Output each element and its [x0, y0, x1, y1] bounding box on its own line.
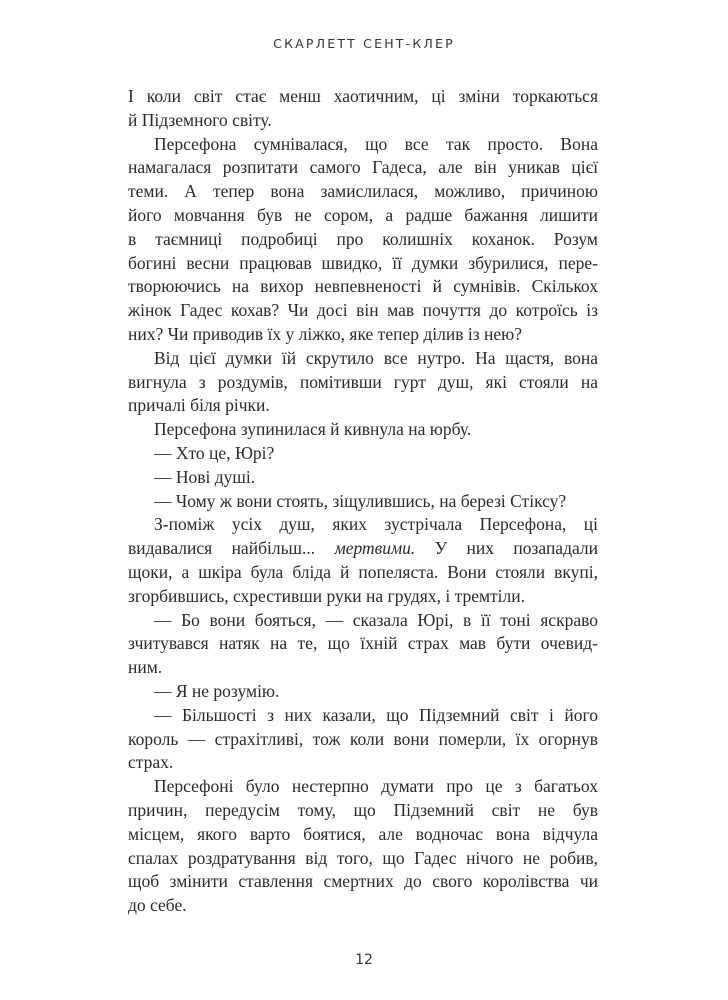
text-line: жінок Гадес кохав? Чи досі він мав почуття до котроїсь із	[128, 300, 598, 321]
text-line: король — страхітливі, тож коли вони померли, їх огорнув	[128, 728, 598, 749]
text-line: щоб змінити ставлення смертних до свого королівства чи	[128, 871, 598, 892]
text-line: щоки, а шкіра була бліда й попеляста. Вони стояли вкупі,	[128, 561, 598, 582]
text-line: в таємниці подробиці про колишніх коханок. Розум	[128, 228, 598, 249]
italic-text: мертвими.	[334, 538, 416, 559]
text-line: й Підземного світу.	[128, 109, 272, 130]
text-line: богині весни працював швидко, її думки збурилися, пере-	[128, 252, 598, 273]
text-line: місцем, якого варто боятися, але водночас вона відчула	[128, 823, 598, 844]
text-line: страх.	[128, 752, 174, 773]
text-line: спалах роздратування від того, що Гадес нічого не робив,	[128, 847, 598, 868]
text-line: Персефоні було нестерпно думати про це з багатьох	[154, 776, 598, 797]
text-line: Персефона сумнівалася, що все так просто. Вона	[154, 133, 598, 154]
text-line: причин, передусім тому, що Підземний світ не був	[128, 799, 598, 820]
text-line: до себе.	[128, 895, 187, 916]
text-line: — Нові душі.	[154, 466, 256, 487]
text-line: причалі біля річки.	[128, 395, 270, 416]
text-line: — Я не розумію.	[154, 680, 280, 701]
text-line: І коли світ стає менш хаотичним, ці зміни торкаються	[128, 86, 598, 106]
text-line: — Чому ж вони стоять, зіщулившись, на березі Стіксу?	[154, 490, 567, 511]
running-header: СКАРЛЕТТ СЕНТ-КЛЕР	[273, 36, 455, 51]
page-number: 12	[355, 952, 373, 968]
text-line: намагалася розпитати самого Гадеса, але він уникав цієї	[128, 157, 598, 178]
text-segment: видавалися найбільш...	[128, 538, 335, 559]
text-line: — Більшості з них казали, що Підземний світ і його	[154, 704, 598, 725]
text-line: Від цієї думки їй скрутило все нутро. На щастя, вона	[154, 347, 598, 368]
text-segment: У них позападали	[415, 538, 598, 559]
text-line: З-поміж усіх душ, яких зустрічала Персефона, ці	[154, 514, 598, 535]
body-text	[128, 85, 598, 918]
text-line: — Хто це, Юрі?	[154, 442, 275, 463]
text-line: Персефона зупинилася й кивнула на юрбу.	[154, 419, 472, 440]
text-line: згорбившись, схрестивши руки на грудях, і тремтіли.	[128, 585, 526, 606]
text-line: — Бо вони бояться, — сказала Юрі, в її тоні яскраво	[154, 609, 598, 630]
text-line: його мовчання був не сором, а радше бажання лишити	[128, 204, 598, 225]
text-line: теми. А тепер вона замислилася, можливо, причиною	[128, 181, 598, 202]
text-line: ним.	[128, 657, 163, 678]
text-line: них? Чи приводив їх у ліжко, яке тепер ділив із нею?	[128, 323, 522, 344]
text-line: творюючись на вихор невпевненості й сумнівів. Скількох	[128, 276, 598, 297]
text-line: зчитувався натяк на те, що їхній страх мав бути очевид-	[128, 633, 598, 654]
text-line	[128, 537, 598, 561]
text-line: вигнула з роздумів, помітивши гурт душ, які стояли на	[128, 371, 598, 392]
